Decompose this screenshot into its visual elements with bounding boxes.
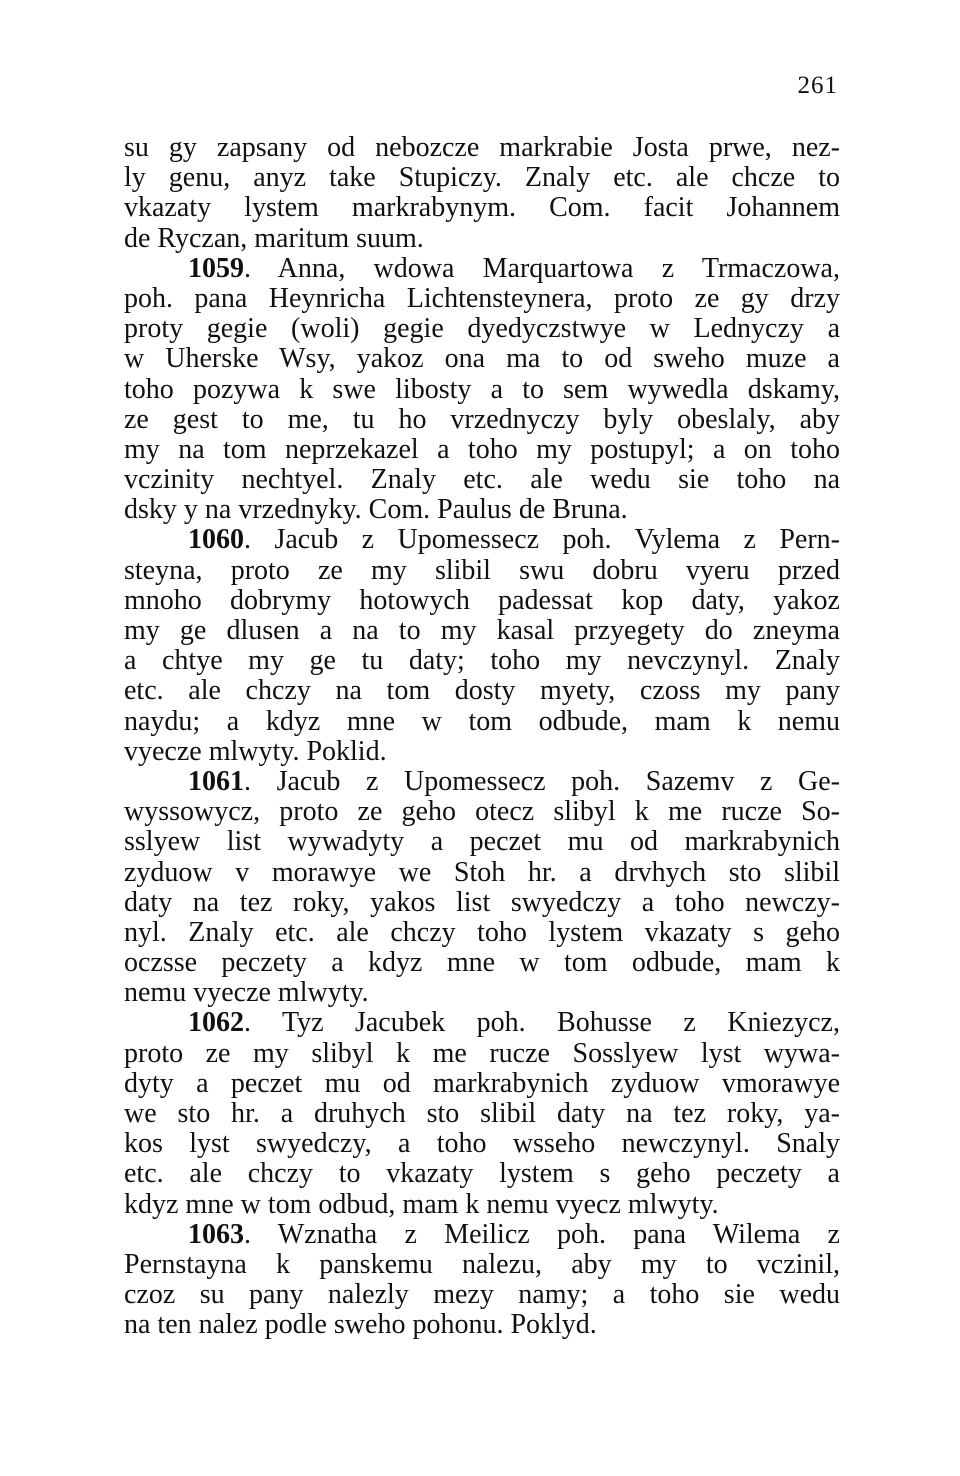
text-line [124,1099,840,1129]
line-text: sslyew list wywadyty a peczet mu od markrabynich [124,826,840,858]
text-line [124,435,840,465]
line-text: de Ryczan, maritum suum. [124,222,424,254]
text-line [124,888,840,918]
text-line [124,224,840,254]
line-text: naydu; a kdyz mne w tom odbude, mam k nemu [124,705,840,737]
line-text: vczinity nechtyel. Znaly etc. ale wedu sie toho na [124,464,840,496]
text-line [124,737,840,767]
line-text: . Wznatha z Meilicz poh. pana Wilema z [244,1218,840,1250]
line-text: nemu vyecze mlwyty. [124,977,369,1009]
line-text: toho pozywa k swe libosty a to sem wywedla dskamy, [124,373,840,405]
line-text: etc. ale chczy na tom dosty myety, czoss my pany [124,675,840,707]
line-text: zyduow v morawye we Stoh hr. a drvhych sto slibil [124,856,840,888]
text-line [124,1159,840,1189]
entry-start-line [124,254,840,284]
line-text: . Jacub z Upomessecz poh. Sazemv z Ge- [244,765,840,797]
text-line [124,163,840,193]
entry-number: 1060 [188,524,244,556]
text-line [124,314,840,344]
line-text: ze gest to me, tu ho vrzednyczy byly obeslaly, aby [124,403,840,435]
text-line [124,556,840,586]
entry-start-line [124,767,840,797]
line-text: etc. ale chczy to vkazaty lystem s geho peczety a [124,1158,840,1190]
page-number: 261 [797,72,838,99]
line-text: Pernstayna k panskemu nalezu, aby my to vczinil, [124,1248,840,1280]
text-line [124,616,840,646]
line-text: my ge dlusen a na to my kasal przyegety do zneyma [124,615,840,646]
text-line [124,797,840,827]
text-line [124,827,840,857]
line-text: mnoho dobrymy hotowych padessat kop daty, yakoz [124,584,840,616]
line-text: kdyz mne w tom odbud, mam k nemu vyecz mlwyty. [124,1188,719,1220]
line-text: oczsse peczety a kdyz mne w tom odbude, mam k [124,947,840,979]
text-line [124,1069,840,1099]
text-line [124,1190,840,1220]
line-text: we sto hr. a druhych sto slibil daty na tez roky, ya- [124,1098,840,1129]
line-text: poh. pana Heynricha Lichtensteynera, proto ze gy drzy [124,282,840,314]
text-line [124,1129,840,1159]
line-text: my na tom neprzekazel a toho my postupyl; a on toho [124,433,840,465]
line-text: su gy zapsany od nebozcze markrabie Josta prwe, nez- [124,132,840,163]
line-text: . Anna, wdowa Marquartowa z Trmaczowa, [244,252,840,284]
line-text: proto ze my slibyl k me rucze Sosslyew lyst wywa- [124,1037,840,1069]
entry-number: 1061 [188,765,244,797]
text-line [124,193,840,223]
line-text: vkazaty lystem markrabynym. Com. facit Johannem [124,192,840,224]
text-line [124,948,840,978]
text-line [124,284,840,314]
text-line [124,495,840,525]
text-line [124,707,840,737]
line-text: czoz su pany nalezly mezy namy; a toho sie wedu [124,1279,840,1311]
text-line [124,133,840,163]
text-line [124,405,840,435]
line-text: wyssowycz, proto ze geho otecz slibyl k me rucze So- [124,796,840,828]
entry-start-line [124,1220,840,1250]
entry-number: 1063 [188,1218,244,1250]
line-text: steyna, proto ze my slibil swu dobru vyeru przed [124,554,840,586]
text-line [124,918,840,948]
entry-number: 1062 [188,1007,244,1039]
text-line [124,1280,840,1310]
text-line [124,676,840,706]
line-text: proty gegie (woli) gegie dyedyczstwye w Lednyczy a [124,313,840,345]
text-line [124,858,840,888]
entry-start-line [124,525,840,555]
text-line [124,646,840,676]
text-line [124,586,840,616]
line-text: kos lyst swyedczy, a toho wsseho newczynyl. Snaly [124,1128,840,1160]
entry-number: 1059 [188,252,244,284]
line-text: . Tyz Jacubek poh. Bohusse z Kniezycz, [244,1007,840,1039]
line-text: . Jacub z Upomessecz poh. Vylema z Pern- [244,524,840,556]
body-text [124,133,840,1341]
line-text: ly genu, anyz take Stupiczy. Znaly etc. ale chcze to [124,162,840,194]
entry-start-line [124,1008,840,1038]
text-line [124,1250,840,1280]
line-text: vyecze mlwyty. Poklid. [124,735,387,767]
line-text: nyl. Znaly etc. ale chczy toho lystem vkazaty s geho [124,916,840,948]
text-line [124,1039,840,1069]
text-line [124,1310,840,1340]
line-text: na ten nalez podle sweho pohonu. Poklyd. [124,1309,597,1341]
line-text: daty na tez roky, yakos list swyedczy a toho newczy- [124,886,840,918]
text-line [124,465,840,495]
line-text: a chtye my ge tu daty; toho my nevczynyl. Znaly [124,645,840,677]
text-line [124,978,840,1008]
line-text: dsky y na vrzednyky. Com. Paulus de Bruna. [124,494,628,526]
line-text: dyty a peczet mu od markrabynich zyduow vmorawye [124,1067,840,1099]
text-line [124,344,840,374]
text-line [124,375,840,405]
line-text: w Uherske Wsy, yakoz ona ma to od sweho muze a [124,343,840,375]
